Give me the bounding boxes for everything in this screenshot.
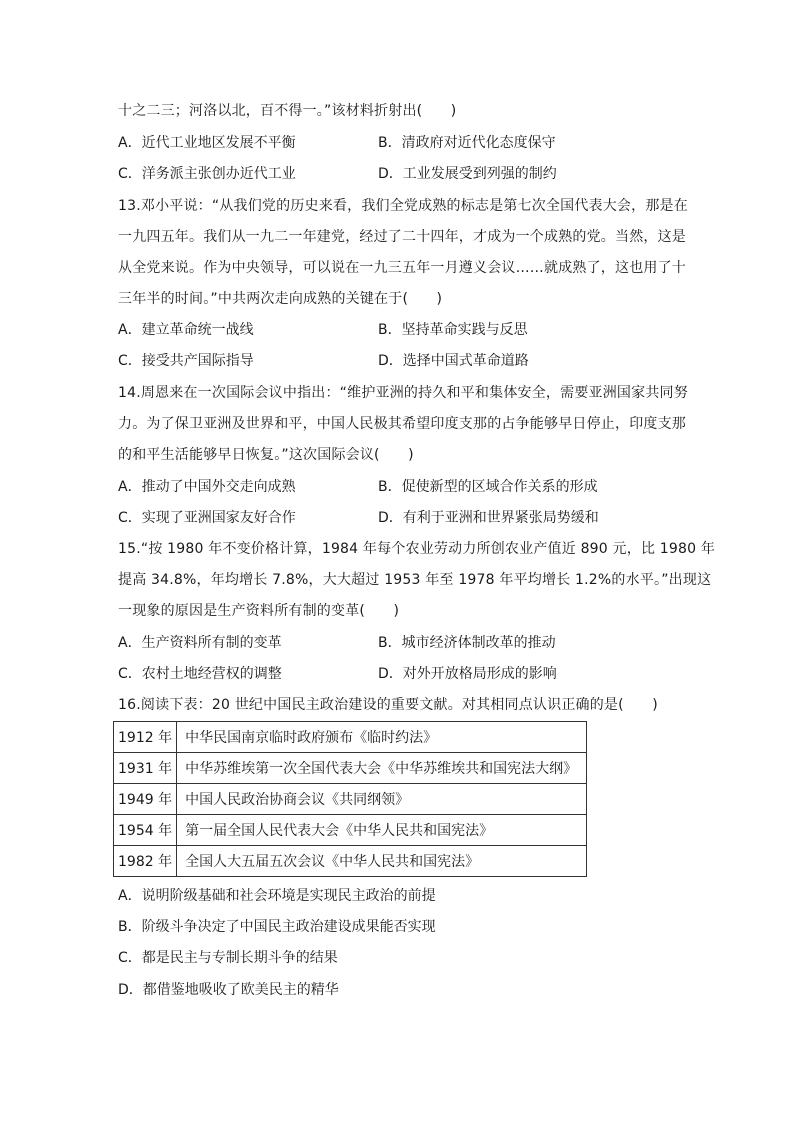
table-cell-year: 1982 年 (114, 846, 177, 877)
table-row (114, 753, 587, 784)
table-cell-year: 1949 年 (114, 784, 177, 815)
q15-option-d: D．对外开放格局形成的影响 (378, 666, 557, 682)
q14-stem-line-2: 力。为了保卫亚洲及世界和平，中国人民极其希望印度支那的占争能够早日停止，印度支那 (118, 416, 686, 432)
table-row (114, 784, 587, 815)
q15-option-c: C．农村土地经营权的调整 (118, 666, 282, 682)
table-cell-document: 中华苏维埃第一次全国代表大会《中华苏维埃共和国宪法大纲》 (177, 753, 587, 784)
q16-option-c: C．都是民主与专制长期斗争的结果 (118, 950, 338, 966)
q12-option-a: A．近代工业地区发展不平衡 (118, 135, 296, 151)
table-cell-document: 全国人大五届五次会议《中华人民共和国宪法》 (177, 846, 587, 877)
q13-option-c: C．接受共产国际指导 (118, 353, 254, 369)
table-cell-document: 第一届全国人民代表大会《中华人民共和国宪法》 (177, 815, 587, 846)
q15-stem-line-2: 提高 34.8%，年均增长 7.8%，大大超过 1953 年至 1978 年平均增长 1.2%的水平。”出现这 (118, 572, 712, 588)
table-row (114, 846, 587, 877)
q12-option-c: C．洋务派主张创办近代工业 (118, 166, 296, 182)
table-cell-year: 1912 年 (114, 722, 177, 753)
q14-option-c: C．实现了亚洲国家友好合作 (118, 510, 296, 526)
table-cell-document: 中国人民政治协商会议《共同纲领》 (177, 784, 587, 815)
table-row (114, 815, 587, 846)
q16-option-b: B．阶级斗争决定了中国民主政治建设成果能否实现 (118, 919, 436, 935)
q13-option-a: A．建立革命统一战线 (118, 322, 254, 338)
q14-option-a: A．推动了中国外交走向成熟 (118, 479, 296, 495)
table-row (114, 722, 587, 753)
q12-stem-tail: 十之二三；河洛以北，百不得一。”该材料折射出( ) (118, 103, 457, 119)
q15-option-a: A．生产资料所有制的变革 (118, 635, 282, 651)
q15-stem-line-1: 15.“按 1980 年不变价格计算，1984 年每个农业劳动力所创农业产值近 890 元，比 1980 年 (118, 541, 716, 557)
q16-stem: 16.阅读下表：20 世纪中国民主政治建设的重要文献。对其相同点认识正确的是( ) (118, 697, 658, 713)
q12-option-d: D．工业发展受到列强的制约 (378, 166, 557, 182)
q16-option-d: D．都借鉴地吸收了欧美民主的精华 (118, 982, 339, 998)
q13-stem-line-3: 从全党来说。作为中央领导，可以说在一九三五年一月遵义会议……就成熟了，这也用了十 (118, 260, 686, 276)
q13-stem-line-1: 13.邓小平说：“从我们党的历史来看，我们全党成熟的标志是第七次全国代表大会，那是在 (118, 198, 688, 214)
q14-stem-line-1: 14.周恩来在一次国际会议中指出：“维护亚洲的持久和平和集体安全，需要亚洲国家共同努 (118, 385, 688, 401)
q15-option-b: B．城市经济体制改革的推动 (378, 635, 556, 651)
q12-option-b: B．清政府对近代化态度保守 (378, 135, 556, 151)
table-cell-year: 1931 年 (114, 753, 177, 784)
q15-stem-line-3: 一现象的原因是生产资料所有制的变革( ) (118, 603, 400, 619)
q13-option-d: D．选择中国式革命道路 (378, 353, 529, 369)
q14-option-b: B．促使新型的区域合作关系的形成 (378, 479, 598, 495)
q13-option-b: B．坚持革命实践与反思 (378, 322, 528, 338)
q14-option-d: D．有利于亚洲和世界紧张局势缓和 (378, 510, 599, 526)
table-cell-year: 1954 年 (114, 815, 177, 846)
table-cell-document: 中华民国南京临时政府颁布《临时约法》 (177, 722, 587, 753)
documents-table (113, 721, 587, 877)
q13-stem-line-4: 三年半的时间。”中共两次走向成熟的关键在于( ) (118, 291, 443, 307)
q14-stem-line-3: 的和平生活能够早日恢复。”这次国际会议( ) (118, 447, 414, 463)
q16-option-a: A．说明阶级基础和社会环境是实现民主政治的前提 (118, 888, 436, 904)
q13-stem-line-2: 一九四五年。我们从一九二一年建党，经过了二十四年，才成为一个成熟的党。当然，这是 (118, 229, 686, 245)
